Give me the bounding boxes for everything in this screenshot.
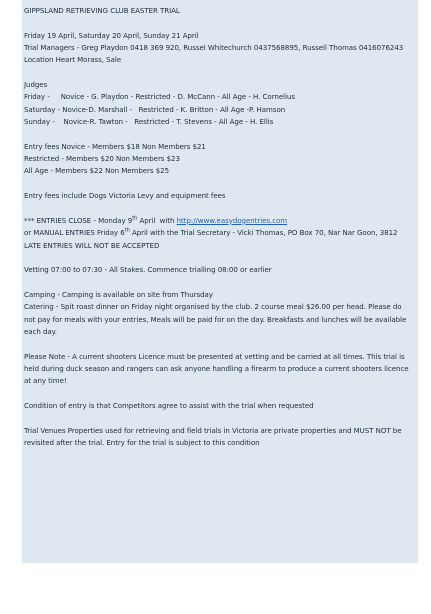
fees-include: Entry fees include Dogs Victoria Levy and equipment fees bbox=[24, 191, 226, 201]
spacer bbox=[24, 277, 412, 289]
licence-note: Please Note - A current shooters Licence must be presented at vetting and be carried at all times. This trial is held during duck season and rangers can ask anyone handling a firearm to produce a current shooters licence at any time! bbox=[24, 351, 409, 386]
camping: Camping - Camping is available on site from Thursday bbox=[24, 289, 213, 299]
spacer bbox=[24, 128, 412, 140]
judges-sunday: Sunday - Novice-R. Tawton - Restricted - T. Stevens - All Age - H. Ellis bbox=[24, 117, 274, 127]
trial-location: Location Heart Morass, Sale bbox=[24, 55, 122, 65]
fees-novice: Entry fees Novice - Members $18 Non Members $21 bbox=[24, 141, 206, 151]
spacer bbox=[24, 17, 412, 29]
entries-close-line bbox=[24, 215, 412, 227]
entries-close-ordinal: th bbox=[132, 215, 138, 222]
spacer bbox=[24, 203, 412, 215]
spacer bbox=[24, 67, 412, 79]
catering: Catering - Spit roast dinner on Friday night organised by the club. 2 course meal $26.00 per head. Please do not pay for meals with your entries, Meals will be paid for on the day. Breakfasts and lunches will be available each day. bbox=[24, 302, 407, 336]
spacer bbox=[24, 252, 412, 264]
entries-close-text: *** ENTRIES CLOSE - Monday 9 bbox=[24, 215, 133, 225]
spacer bbox=[24, 338, 412, 350]
manual-entries-ordinal: th bbox=[124, 227, 130, 234]
trial-managers: Trial Managers - Greg Playdon 0418 369 920, Russel Whitechurch 0437568895, Russell Thomas 0416076243 bbox=[24, 43, 404, 53]
doc-title: GIPPSLAND RETRIEVING CLUB EASTER TRIAL bbox=[24, 6, 180, 15]
judges-heading: Judges bbox=[24, 80, 48, 90]
trial-notice-panel bbox=[22, 0, 418, 563]
judges-saturday: Saturday - Novice-D. Marshall - Restricted - K. Britton - All Age -P. Hamson bbox=[24, 104, 286, 114]
spacer bbox=[24, 412, 412, 424]
easydogentries-link[interactable]: http://www.easydogentries.com bbox=[176, 215, 288, 225]
fees-restricted: Restricted - Members $20 Non Members $23 bbox=[24, 154, 180, 164]
late-entries: LATE ENTRIES WILL NOT BE ACCEPTED bbox=[24, 240, 160, 250]
spacer bbox=[24, 388, 412, 400]
manual-entries-text: or MANUAL ENTRIES Friday 6 bbox=[24, 228, 125, 238]
entries-close-with: April with bbox=[137, 215, 177, 225]
venues-notice: Trial Venues Properties used for retrieving and field trials in Victoria are private properties and MUST NOT be revisited after the trial. Entry for the trial is subject to this condition bbox=[24, 425, 402, 448]
manual-entries-details: April with the Trial Secretary - Vicki Thomas, PO Box 70, Nar Nar Goon, 3812 bbox=[129, 228, 398, 238]
condition-of-entry: Condition of entry is that Competitors agree to assist with the trial when requested bbox=[24, 401, 314, 410]
spacer bbox=[24, 178, 412, 190]
vetting: Vetting 07:00 to 07:30 - All Stakes. Commence trialling 08:00 or earlier bbox=[24, 265, 272, 275]
manual-entries-line bbox=[24, 227, 412, 239]
trial-dates: Friday 19 April, Saturday 20 April, Sunday 21 April bbox=[24, 30, 199, 40]
judges-friday: Friday - Novice - G. Playdon - Restricted - D. McCann - All Age - H. Cornelius bbox=[24, 92, 295, 102]
fees-all-age: All Age - Members $22 Non Members $25 bbox=[24, 166, 170, 176]
